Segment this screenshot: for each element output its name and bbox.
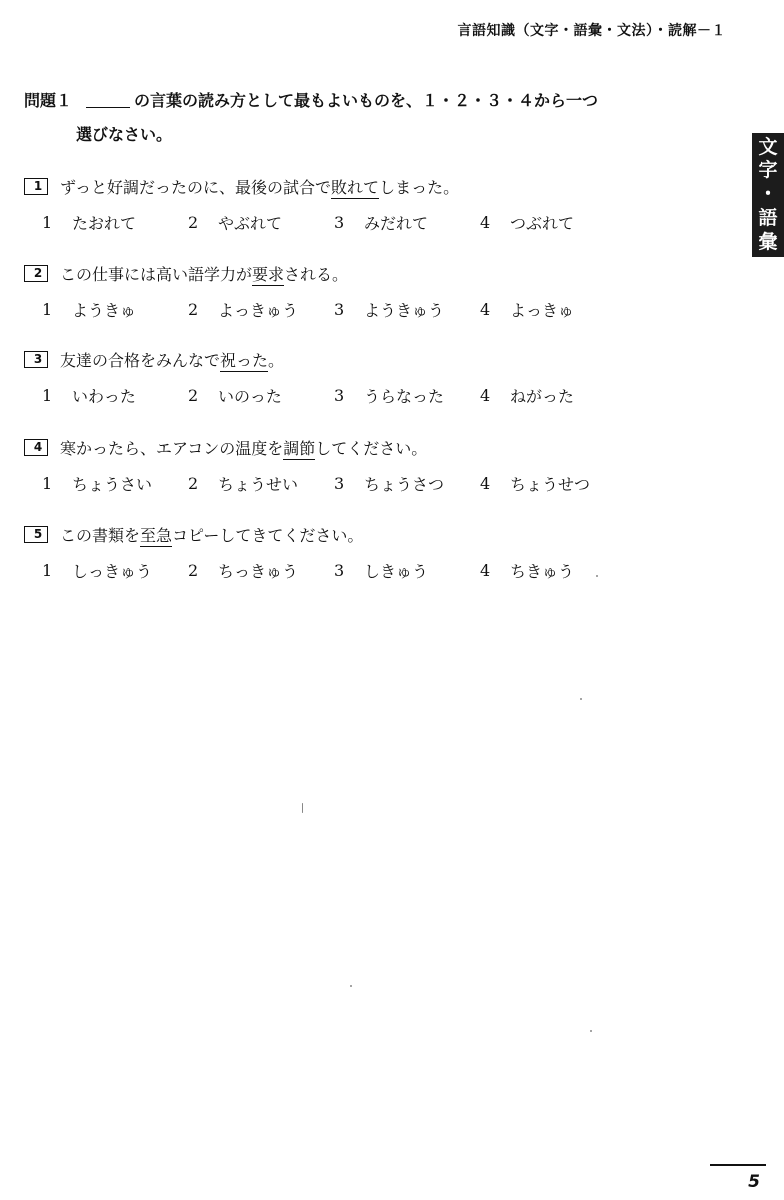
instruction-line-2: 選びなさい。 (76, 125, 173, 144)
question-text (60, 175, 459, 198)
option-text: ちょうせつ (510, 474, 591, 494)
option-text: ちきゅう (510, 561, 575, 581)
question-number-box: 4 (24, 439, 48, 456)
option-number: 4 (480, 385, 491, 405)
option-number: 1 (42, 299, 53, 319)
answer-option[interactable] (316, 211, 462, 234)
stem-after: しまった。 (379, 177, 460, 197)
option-text: ちょうせい (218, 474, 299, 494)
question-text (60, 262, 348, 285)
footer-rule (710, 1164, 766, 1166)
question-2 (24, 259, 664, 323)
target-word: 要求 (252, 264, 285, 284)
option-text: ちょうさい (72, 474, 153, 494)
mondai-instruction (24, 84, 684, 152)
option-text: ちっきゅう (218, 561, 299, 581)
answer-option[interactable] (170, 298, 316, 321)
question-text (60, 523, 363, 546)
stem-after: される。 (284, 264, 349, 284)
scan-speck (580, 698, 582, 700)
option-number: 3 (334, 560, 345, 580)
option-number: 2 (188, 212, 199, 232)
option-number: 4 (480, 212, 491, 232)
side-tab-char: 彙 (758, 230, 778, 253)
answer-option[interactable] (24, 384, 170, 407)
stem-after: してください。 (315, 438, 428, 458)
stem-before: この仕事には高い語学力が (60, 264, 253, 284)
question-3 (24, 345, 664, 409)
answer-option[interactable] (462, 472, 608, 495)
mondai-label: 問題１ (24, 91, 73, 110)
question-1 (24, 172, 664, 236)
question-text (60, 348, 284, 371)
page-number: 5 (748, 1172, 760, 1192)
option-number: 4 (480, 299, 491, 319)
answer-option[interactable] (316, 472, 462, 495)
stem-after: 。 (268, 350, 285, 370)
option-text: つぶれて (510, 213, 575, 233)
stem-after: コピーしてきてください。 (172, 525, 364, 545)
underline-blank (86, 90, 130, 108)
question-stem (24, 345, 664, 373)
scan-speck (302, 803, 303, 813)
option-number: 3 (334, 473, 345, 493)
answer-option[interactable] (24, 211, 170, 234)
answer-option[interactable] (462, 211, 608, 234)
stem-before: 寒かったら、エアコンの温度を (60, 438, 284, 458)
answer-option[interactable] (24, 559, 170, 582)
target-word: 敗れて (331, 177, 380, 197)
side-tab-char: 字 (758, 159, 778, 182)
question-stem (24, 433, 664, 461)
stem-before: この書類を (60, 525, 141, 545)
question-stem (24, 259, 664, 287)
option-text: うらなった (364, 386, 445, 406)
answer-option[interactable] (462, 559, 608, 582)
option-text: いわった (72, 386, 136, 406)
question-text (60, 436, 427, 459)
stem-before: ずっと好調だったのに、最後の試合で (60, 177, 332, 197)
scan-speck (350, 985, 352, 987)
target-word: 至急 (140, 525, 173, 545)
side-tab-char: 文 (758, 135, 778, 158)
question-5 (24, 520, 664, 584)
question-stem (24, 172, 664, 200)
answer-option[interactable] (170, 559, 316, 582)
option-number: 4 (480, 560, 491, 580)
question-number-box: 5 (24, 526, 48, 543)
option-number: 2 (188, 385, 199, 405)
scan-speck (590, 1030, 592, 1032)
side-tab-char: 語 (758, 206, 778, 229)
question-number-box: 1 (24, 178, 48, 195)
option-number: 3 (334, 385, 345, 405)
question-number-box: 2 (24, 265, 48, 282)
question-stem (24, 520, 664, 548)
answer-option[interactable] (462, 298, 608, 321)
option-text: よっきゅ (510, 300, 575, 320)
answer-options (24, 469, 664, 497)
scan-speck (596, 575, 598, 577)
option-number: 1 (42, 385, 53, 405)
option-number: 1 (42, 212, 53, 232)
option-number: 4 (480, 473, 491, 493)
question-4 (24, 433, 664, 497)
answer-options (24, 381, 664, 409)
instruction-line-1 (24, 84, 684, 118)
answer-options (24, 208, 664, 236)
answer-option[interactable] (462, 384, 608, 407)
option-text: しきゅう (364, 561, 429, 581)
option-text: ねがった (510, 386, 575, 406)
option-number: 3 (334, 212, 345, 232)
option-text: やぶれて (218, 213, 283, 233)
option-text: いのった (218, 386, 282, 406)
option-number: 1 (42, 473, 53, 493)
option-text: ようきゅ (72, 300, 137, 320)
question-number-box: 3 (24, 351, 48, 368)
answer-option[interactable] (24, 298, 170, 321)
stem-before: 友達の合格をみんなで (60, 350, 221, 370)
option-number: 1 (42, 560, 53, 580)
option-text: しっきゅう (72, 561, 153, 581)
answer-options (24, 556, 664, 584)
section-side-tab (752, 133, 784, 257)
answer-option[interactable] (316, 384, 462, 407)
answer-options (24, 295, 664, 323)
option-text: ちょうさつ (364, 474, 445, 494)
answer-option[interactable] (170, 472, 316, 495)
answer-option[interactable] (316, 298, 462, 321)
option-number: 2 (188, 473, 199, 493)
running-header: 言語知識（文字・語彙・文法）・読解－１ (457, 23, 726, 39)
target-word: 調節 (283, 438, 316, 458)
answer-option[interactable] (316, 559, 462, 582)
option-text: たおれて (72, 213, 137, 233)
target-word: 祝った (220, 350, 269, 370)
option-number: 3 (334, 299, 345, 319)
option-number: 2 (188, 560, 199, 580)
answer-option[interactable] (170, 384, 316, 407)
option-text: よっきゅう (218, 300, 299, 320)
option-text: みだれて (364, 213, 429, 233)
answer-option[interactable] (170, 211, 316, 234)
instruction-text: の言葉の読み方として最もよいものを、１・２・３・４から一つ (134, 91, 599, 110)
option-number: 2 (188, 299, 199, 319)
answer-option[interactable] (24, 472, 170, 495)
side-tab-char: ・ (758, 183, 778, 206)
option-text: ようきゅう (364, 300, 445, 320)
